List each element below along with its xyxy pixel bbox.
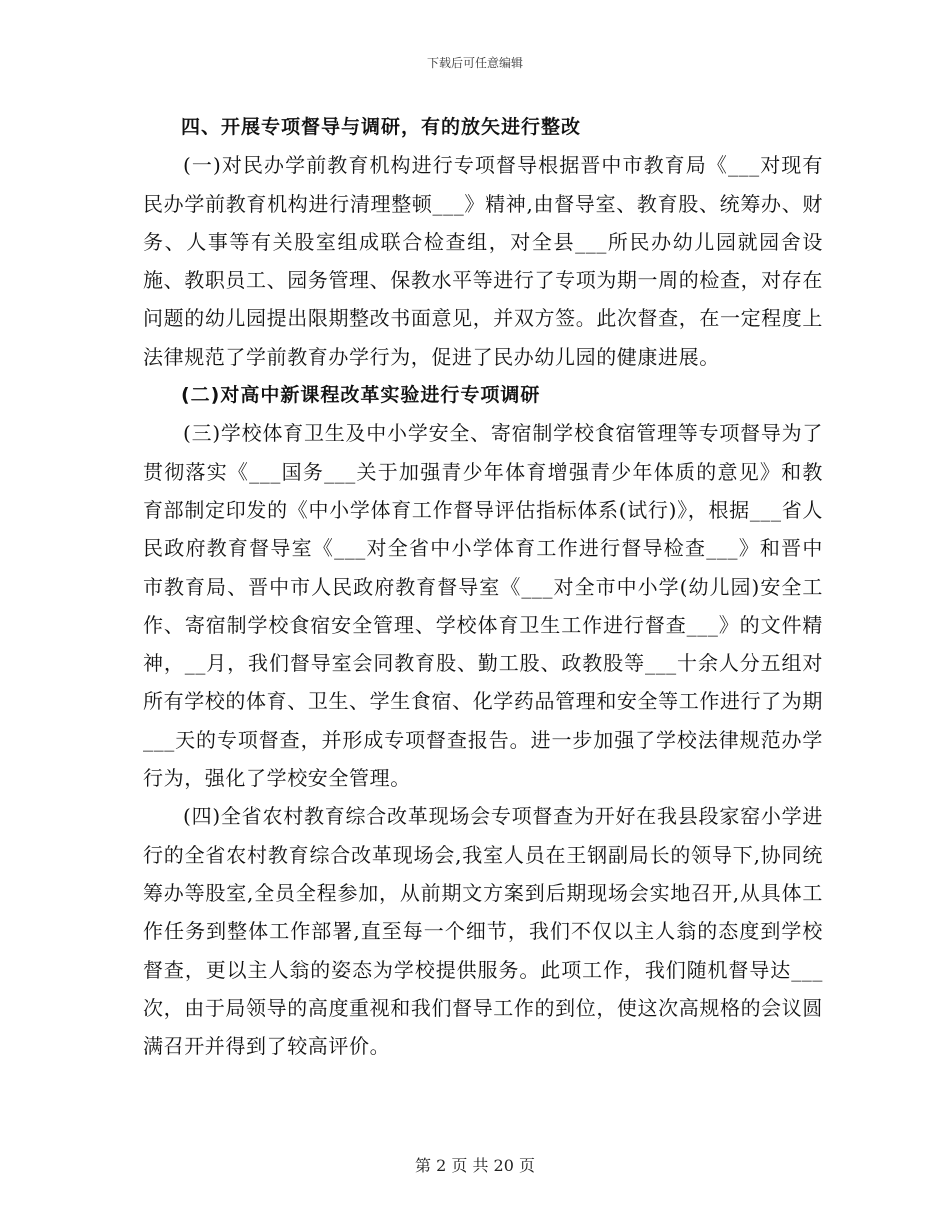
paragraph-high-school-curriculum-research: (二)对高中新课程改革实验进行专项调研: [181, 384, 541, 407]
paragraph-school-sports-safety-supervision: (三)学校体育卫生及中小学安全、寄宿制学校食宿管理等专项督导为了贯彻落实《___国务___关于加强青少年体育增强青少年体质的意见》和教育部制定印发的《中小学体育工作督导评估指标体系(试行)》，根据___省人民政府教育督导室《___对全省中小学体育工作进行督导检查___》和晋中市教育局、晋中市人民政府教育督导室《___对全市中小学(幼儿园)安全工作、寄宿制学校食宿安全管理、学校体育卫生工作进行督查___》的文件精神，__月，我们督导室会同教育股、勤工股、政教股等___十余人分五组对所有学校的体育、卫生、学生食宿、化学药品管理和安全等工作进行了为期___天的专项督查，并形成专项督查报告。进一步加强了学校法律规范办学行为，强化了学校安全管理。: [143, 421, 823, 791]
page-header-note: 下载后可任意编辑: [426, 56, 523, 70]
paragraph-private-preschool-supervision: (一)对民办学前教育机构进行专项督导根据晋中市教育局《___对现有民办学前教育机构进行清理整顿___》精神,由督导室、教育股、统筹办、财务、人事等有关股室组成联合检查组，对全县___所民办幼儿园就园舍设施、教职员工、园务管理、保教水平等进行了专项为期一周的检查，对存在问题的幼儿园提出限期整改书面意见，并双方签。此次督查，在一定程度上法律规范了学前教育办学行为，促进了民办幼儿园的健康进展。: [143, 153, 823, 369]
page-number: 第 2 页 共 20 页: [415, 1156, 535, 1175]
document-body: [143, 108, 823, 1065]
section-heading: 四、开展专项督导与调研，有的放矢进行整改: [181, 116, 582, 138]
paragraph-rural-education-reform-meeting: (四)全省农村教育综合改革现场会专项督查为开好在我县段家窑小学进行的全省农村教育综合改革现场会,我室人员在王钢副局长的领导下,协同统筹办等股室,全员全程参加，从前期文方案到后期现场会实地召开,从具体工作任务到整体工作部署,直至每一个细节，我们不仅以主人翁的态度到学校督查，更以主人翁的姿态为学校提供服务。此项工作，我们随机督导达___次，由于局领导的高度重视和我们督导工作的到位，使这次高规格的会议圆满召开并得到了较高评价。: [143, 804, 823, 1059]
